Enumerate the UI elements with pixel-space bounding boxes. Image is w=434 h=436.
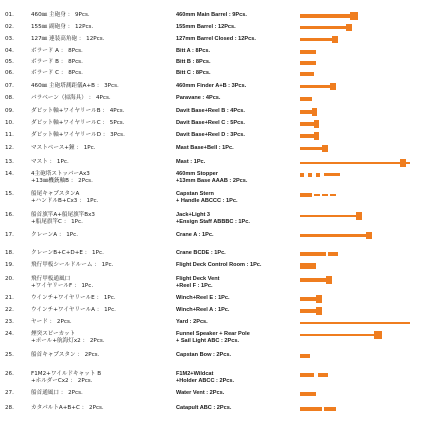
part-silhouette xyxy=(346,24,352,31)
part-name-english: Davit Base+Reel C : 5Pcs. xyxy=(176,120,245,126)
part-silhouette xyxy=(324,173,340,176)
part-name-japanese: ダビット軸+ワイヤリールC ： 5Pcs. xyxy=(31,120,125,126)
part-silhouette xyxy=(300,215,360,217)
part-name-japanese: 煙突スピーカット +ポール+航海灯x2 ： 2Pcs. xyxy=(31,331,105,344)
part-name-japanese: カタパルトA+B+C ： 2Pcs. xyxy=(31,405,104,411)
part-silhouette xyxy=(326,276,332,284)
part-name-japanese: 飛行甲板シールドルーム ： 1Pc. xyxy=(31,262,114,268)
part-name-english: Yard : 2Pcs. xyxy=(176,319,208,325)
part-name-english: Water Vent : 2Pcs. xyxy=(176,390,225,396)
part-name-japanese: 船首キャプスタン ： 2Pcs. xyxy=(31,352,100,358)
part-silhouette xyxy=(400,159,406,167)
part-name-english: Bitt A : 8Pcs. xyxy=(176,48,211,54)
part-silhouette xyxy=(318,373,328,377)
part-silhouette xyxy=(300,38,334,41)
part-silhouette xyxy=(330,83,336,90)
part-silhouette xyxy=(314,194,320,196)
part-name-english: Paravane : 4Pcs. xyxy=(176,95,221,101)
part-name-english: Mast : 1Pc. xyxy=(176,159,206,165)
part-name-english: F1M2+Wildcat +Holder ABCC : 2Pcs. xyxy=(176,371,235,384)
part-number: 16. xyxy=(5,212,14,218)
part-silhouette xyxy=(300,322,410,324)
part-number: 05. xyxy=(5,59,14,65)
part-name-english: 155mm Barrel : 12Pcs. xyxy=(176,24,236,30)
part-name-english: Catapult ABC : 2Pcs. xyxy=(176,405,232,411)
part-silhouette xyxy=(316,307,322,315)
part-silhouette xyxy=(300,354,310,358)
part-name-japanese: 飛行甲板通風口 +ワイヤリールF ： 1Pc. xyxy=(31,276,94,289)
part-name-japanese: 船首通風口 ： 2Pcs. xyxy=(31,390,83,396)
part-number: 25. xyxy=(5,352,14,358)
part-number: 09. xyxy=(5,108,14,114)
part-silhouette xyxy=(314,132,319,140)
part-silhouette xyxy=(366,232,372,239)
part-number: 06. xyxy=(5,70,14,76)
part-number: 04. xyxy=(5,48,14,54)
part-number: 28. xyxy=(5,405,14,411)
part-number: 24. xyxy=(5,331,14,337)
part-silhouette xyxy=(374,331,382,339)
part-name-english: 460mm Finder A+B : 3Pcs. xyxy=(176,83,247,89)
part-number: 19. xyxy=(5,262,14,268)
part-name-japanese: ダビット軸+ワイヤリールD ： 3Pcs. xyxy=(31,132,125,138)
part-name-japanese: F1M2+ワイルドキャット B +ホルダーCx2 ： 2Pcs. xyxy=(31,371,102,384)
part-number: 02. xyxy=(5,24,14,30)
part-silhouette xyxy=(322,194,328,196)
part-name-japanese: 4主砲塔ストッパーAx3 +13㎜機銃軸B ： 2Pcs. xyxy=(31,171,93,184)
part-name-english: Funnel Speaker + Rear Pole + Sail Light ABC : 2Pcs. xyxy=(176,331,250,344)
part-number: 15. xyxy=(5,191,14,197)
part-name-japanese: ダビット軸+ワイヤリールB ： 4Pcs. xyxy=(31,108,125,114)
part-name-english: Davit Base+Reel D : 3Pcs. xyxy=(176,132,245,138)
part-number: 01. xyxy=(5,12,14,18)
part-name-english: Mast Base+Bell : 1Pc. xyxy=(176,145,234,151)
part-silhouette xyxy=(308,173,312,177)
part-name-english: Crane A : 1Pc. xyxy=(176,232,214,238)
part-name-japanese: パラベーン（掃海具） ： 4Pcs. xyxy=(31,95,111,101)
part-number: 07. xyxy=(5,83,14,89)
part-name-japanese: 460㎜ 主砲塔測距儀A+B ： 3Pcs. xyxy=(31,83,119,89)
part-silhouette xyxy=(300,72,314,76)
part-name-japanese: マスト ： 1Pc. xyxy=(31,159,69,165)
part-silhouette xyxy=(350,12,358,20)
part-name-japanese: ボラード C ： 8Pcs. xyxy=(31,70,83,76)
part-silhouette xyxy=(328,252,338,256)
part-name-japanese: 船首旗竿A+船尾旗竿Bx3 +船尾旗竿C ： 1Pc. xyxy=(31,212,95,225)
part-number: 26. xyxy=(5,371,14,377)
part-name-english: Jack+Light 3 +Ensign Staff ABBBC : 1Pc. xyxy=(176,212,250,225)
part-silhouette xyxy=(312,108,317,116)
part-silhouette xyxy=(300,263,316,269)
part-silhouette xyxy=(300,373,314,377)
part-silhouette xyxy=(316,295,322,303)
part-silhouette xyxy=(324,407,336,411)
part-name-japanese: 155㎜ 副砲身 ： 12Pcs. xyxy=(31,24,94,30)
part-name-english: Capstan Bow : 2Pcs. xyxy=(176,352,232,358)
part-name-japanese: ボラード B ： 8Pcs. xyxy=(31,59,83,65)
part-name-japanese: ウインチ+ワイヤリールE ： 1Pc. xyxy=(31,295,116,301)
part-silhouette xyxy=(300,252,326,256)
part-name-japanese: マストベース+鐘 ： 1Pc. xyxy=(31,145,96,151)
part-silhouette xyxy=(316,173,320,177)
part-name-english: Flight Deck Control Room : 1Pc. xyxy=(176,262,262,268)
part-name-english: Bitt B : 8Pcs. xyxy=(176,59,211,65)
part-number: 12. xyxy=(5,145,14,151)
part-number: 13. xyxy=(5,159,14,165)
part-silhouette xyxy=(300,173,304,177)
part-silhouette xyxy=(300,162,410,164)
part-silhouette xyxy=(300,392,316,396)
part-silhouette xyxy=(300,61,316,65)
part-silhouette xyxy=(300,334,380,336)
part-name-english: 127mm Barrel Closed : 12Pcs. xyxy=(176,36,256,42)
part-number: 18. xyxy=(5,250,14,256)
part-silhouette xyxy=(356,212,362,220)
part-name-english: Crane BCDE : 1Pc. xyxy=(176,250,226,256)
part-silhouette xyxy=(330,194,336,196)
part-silhouette xyxy=(300,407,322,411)
part-name-japanese: クレーンB+C+D+E ： 1Pc. xyxy=(31,250,104,256)
part-name-english: Davit Base+Reel B : 4Pcs. xyxy=(176,108,245,114)
part-number: 10. xyxy=(5,120,14,126)
part-name-japanese: ウインチ+ワイヤリールA ： 1Pc. xyxy=(31,307,116,313)
part-name-japanese: 460㎜ 主砲身 ： 9Pcs. xyxy=(31,12,90,18)
part-number: 08. xyxy=(5,95,14,101)
part-silhouette xyxy=(300,193,312,197)
part-number: 20. xyxy=(5,276,14,282)
part-name-english: Winch+Reel E : 1Pc. xyxy=(176,295,230,301)
part-number: 17. xyxy=(5,232,14,238)
part-number: 21. xyxy=(5,295,14,301)
part-number: 23. xyxy=(5,319,14,325)
part-name-english: Flight Deck Vent +Reel F : 1Pc. xyxy=(176,276,220,289)
part-silhouette xyxy=(300,97,312,101)
part-number: 27. xyxy=(5,390,14,396)
part-name-english: Winch+Reel A : 1Pc. xyxy=(176,307,230,313)
part-silhouette xyxy=(300,234,370,237)
part-name-english: 460mm Stopper +13mm Base AAAB : 2Pcs. xyxy=(176,171,248,184)
part-name-japanese: 127㎜ 連装高角砲 ： 12Pcs. xyxy=(31,36,105,42)
part-silhouette xyxy=(300,85,334,88)
part-silhouette xyxy=(300,50,316,54)
part-name-japanese: ボラード A ： 8Pcs. xyxy=(31,48,83,54)
part-name-japanese: クレーンA ： 1Pc. xyxy=(31,232,79,238)
part-number: 11. xyxy=(5,132,14,138)
part-silhouette xyxy=(322,145,328,152)
part-silhouette xyxy=(300,14,355,18)
part-silhouette xyxy=(300,26,348,29)
part-name-english: 460mm Main Barrel : 9Pcs. xyxy=(176,12,247,18)
part-name-english: Capstan Stern + Handle ABCCC : 1Pc. xyxy=(176,191,238,204)
part-silhouette xyxy=(332,36,338,43)
part-silhouette xyxy=(314,120,319,128)
part-name-japanese: 船尾キャプスタンA +ハンドルB+Cx3 ： 1Pc. xyxy=(31,191,99,204)
part-number: 14. xyxy=(5,171,14,177)
part-number: 22. xyxy=(5,307,14,313)
part-name-english: Bitt C : 8Pcs. xyxy=(176,70,211,76)
part-number: 03. xyxy=(5,36,14,42)
part-name-japanese: ヤード ： 2Pcs. xyxy=(31,319,72,325)
